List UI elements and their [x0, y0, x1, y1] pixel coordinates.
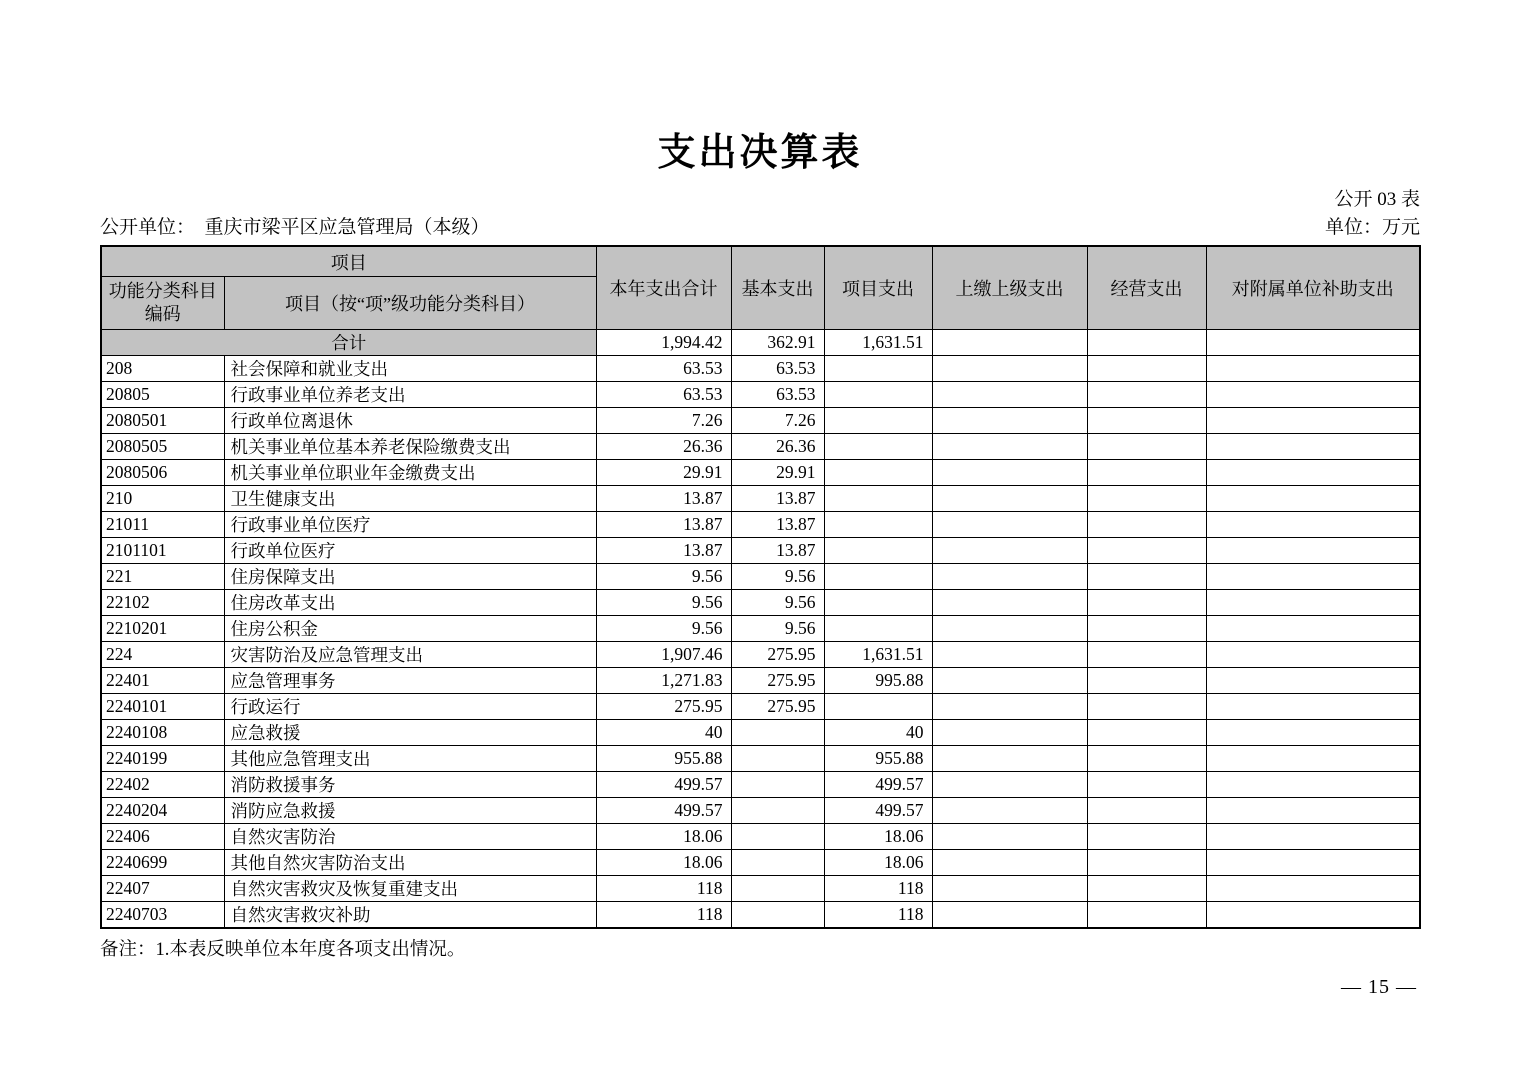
value-cell [1087, 511, 1206, 537]
value-cell: 13.87 [731, 485, 824, 511]
item-cell: 行政事业单位养老支出 [224, 381, 596, 407]
value-cell [1206, 563, 1420, 589]
value-cell [1206, 901, 1420, 928]
table-row [101, 589, 1420, 615]
item-cell: 自然灾害防治 [224, 823, 596, 849]
total-label: 合计 [101, 329, 596, 355]
value-cell: 275.95 [731, 667, 824, 693]
code-cell: 2101101 [101, 537, 224, 563]
code-cell: 22406 [101, 823, 224, 849]
total-value-upward [932, 329, 1087, 355]
item-cell: 应急救援 [224, 719, 596, 745]
expenditure-table [100, 245, 1421, 929]
value-cell [1206, 589, 1420, 615]
value-cell [1206, 485, 1420, 511]
value-cell: 118 [824, 875, 932, 901]
code-cell: 2080501 [101, 407, 224, 433]
value-cell [1087, 433, 1206, 459]
table-row [101, 667, 1420, 693]
code-cell: 22402 [101, 771, 224, 797]
value-cell [932, 433, 1087, 459]
value-cell [1087, 849, 1206, 875]
value-cell: 13.87 [731, 511, 824, 537]
page-title: 支出决算表 [657, 132, 863, 174]
table-number-label: 公开 03 表 [1334, 188, 1420, 210]
header-col-project: 项目支出 [824, 246, 932, 329]
value-cell: 13.87 [596, 485, 731, 511]
value-cell [731, 745, 824, 771]
value-cell [1206, 745, 1420, 771]
meta-row [100, 216, 1420, 241]
table-row [101, 797, 1420, 823]
item-cell: 自然灾害救灾及恢复重建支出 [224, 875, 596, 901]
value-cell [1206, 381, 1420, 407]
value-cell: 40 [596, 719, 731, 745]
value-cell [932, 901, 1087, 928]
code-cell: 2240699 [101, 849, 224, 875]
table-row [101, 563, 1420, 589]
table-row [101, 485, 1420, 511]
value-cell: 9.56 [731, 589, 824, 615]
value-cell [731, 849, 824, 875]
total-value-operating [1087, 329, 1206, 355]
table-row [101, 511, 1420, 537]
item-cell: 住房保障支出 [224, 563, 596, 589]
value-cell: 499.57 [824, 771, 932, 797]
value-cell [824, 511, 932, 537]
code-cell: 224 [101, 641, 224, 667]
table-label-row [100, 189, 1420, 212]
value-cell [932, 511, 1087, 537]
code-cell: 2080505 [101, 433, 224, 459]
table-row [101, 433, 1420, 459]
value-cell: 118 [596, 901, 731, 928]
item-cell: 行政单位医疗 [224, 537, 596, 563]
code-cell: 2240204 [101, 797, 224, 823]
value-cell [932, 381, 1087, 407]
value-cell: 29.91 [731, 459, 824, 485]
value-cell: 7.26 [731, 407, 824, 433]
org-name: 重庆市梁平区应急管理局（本级） [204, 216, 490, 238]
value-cell: 955.88 [596, 745, 731, 771]
value-cell: 9.56 [731, 615, 824, 641]
table-row [101, 823, 1420, 849]
value-cell [824, 407, 932, 433]
value-cell: 275.95 [596, 693, 731, 719]
code-cell: 21011 [101, 511, 224, 537]
table-row [101, 719, 1420, 745]
code-cell: 2240101 [101, 693, 224, 719]
value-cell: 63.53 [731, 381, 824, 407]
value-cell: 955.88 [824, 745, 932, 771]
value-cell [1087, 589, 1206, 615]
value-cell [1087, 537, 1206, 563]
item-cell: 行政运行 [224, 693, 596, 719]
value-cell: 1,631.51 [824, 641, 932, 667]
value-cell [1206, 719, 1420, 745]
value-cell: 13.87 [596, 511, 731, 537]
value-cell [1087, 667, 1206, 693]
value-cell [932, 693, 1087, 719]
value-cell [1206, 823, 1420, 849]
page-number: — 15 — [1341, 976, 1417, 998]
value-cell [824, 355, 932, 381]
value-cell [1087, 355, 1206, 381]
value-cell [731, 771, 824, 797]
value-cell: 18.06 [596, 823, 731, 849]
value-cell [1206, 771, 1420, 797]
value-cell: 499.57 [596, 797, 731, 823]
value-cell [932, 771, 1087, 797]
value-cell [1206, 797, 1420, 823]
value-cell: 63.53 [596, 381, 731, 407]
code-cell: 221 [101, 563, 224, 589]
item-cell: 应急管理事务 [224, 667, 596, 693]
item-cell: 住房公积金 [224, 615, 596, 641]
item-cell: 其他应急管理支出 [224, 745, 596, 771]
code-cell: 210 [101, 485, 224, 511]
value-cell [1087, 719, 1206, 745]
total-value-subsidy [1206, 329, 1420, 355]
value-cell: 13.87 [731, 537, 824, 563]
item-cell: 灾害防治及应急管理支出 [224, 641, 596, 667]
header-col-code: 功能分类科目 编码 [101, 276, 224, 329]
table-row [101, 771, 1420, 797]
value-cell [1206, 875, 1420, 901]
value-cell [824, 589, 932, 615]
total-row [101, 329, 1420, 355]
value-cell [1087, 823, 1206, 849]
value-cell: 9.56 [596, 563, 731, 589]
value-cell: 18.06 [824, 823, 932, 849]
code-cell: 22407 [101, 875, 224, 901]
value-cell [932, 667, 1087, 693]
value-cell [731, 875, 824, 901]
table-row [101, 849, 1420, 875]
value-cell: 40 [824, 719, 932, 745]
header-col-annual-total: 本年支出合计 [596, 246, 731, 329]
value-cell [1087, 875, 1206, 901]
value-cell [932, 849, 1087, 875]
header-col-item: 项目（按“项”级功能分类科目） [224, 276, 596, 329]
value-cell [932, 355, 1087, 381]
item-cell: 卫生健康支出 [224, 485, 596, 511]
org-label: 公开单位： [100, 216, 196, 238]
value-cell [932, 745, 1087, 771]
item-cell: 机关事业单位职业年金缴费支出 [224, 459, 596, 485]
item-cell: 行政单位离退休 [224, 407, 596, 433]
value-cell [932, 641, 1087, 667]
table-row [101, 693, 1420, 719]
code-cell: 2240108 [101, 719, 224, 745]
value-cell: 499.57 [824, 797, 932, 823]
value-cell: 499.57 [596, 771, 731, 797]
item-cell: 机关事业单位基本养老保险缴费支出 [224, 433, 596, 459]
table-row [101, 407, 1420, 433]
value-cell: 26.36 [596, 433, 731, 459]
value-cell [731, 901, 824, 928]
publishing-org [100, 216, 490, 241]
header-col-operating: 经营支出 [1087, 246, 1206, 329]
unit-label: 单位：万元 [1324, 216, 1420, 238]
value-cell [731, 719, 824, 745]
value-cell [932, 797, 1087, 823]
code-cell: 2240199 [101, 745, 224, 771]
value-cell [731, 823, 824, 849]
value-cell [824, 537, 932, 563]
value-cell [932, 563, 1087, 589]
item-cell: 社会保障和就业支出 [224, 355, 596, 381]
value-cell [1206, 537, 1420, 563]
value-cell [824, 615, 932, 641]
header-col-basic: 基本支出 [731, 246, 824, 329]
value-cell [824, 433, 932, 459]
value-cell: 7.26 [596, 407, 731, 433]
value-cell: 275.95 [731, 693, 824, 719]
code-cell: 20805 [101, 381, 224, 407]
value-cell [932, 719, 1087, 745]
code-cell: 2080506 [101, 459, 224, 485]
value-cell [824, 459, 932, 485]
table-row [101, 875, 1420, 901]
footnote: 备注：1.本表反映单位本年度各项支出情况。 [100, 939, 466, 960]
value-cell [1206, 355, 1420, 381]
value-cell [1087, 797, 1206, 823]
value-cell: 63.53 [596, 355, 731, 381]
value-cell: 9.56 [731, 563, 824, 589]
value-cell [1087, 615, 1206, 641]
code-cell: 22401 [101, 667, 224, 693]
header-row-1 [101, 246, 1420, 276]
value-cell: 18.06 [824, 849, 932, 875]
header-col-upward-payment: 上缴上级支出 [932, 246, 1087, 329]
value-cell [932, 589, 1087, 615]
value-cell [1206, 615, 1420, 641]
table-row [101, 381, 1420, 407]
table-row [101, 745, 1420, 771]
value-cell [932, 407, 1087, 433]
code-cell: 2210201 [101, 615, 224, 641]
value-cell [1206, 849, 1420, 875]
item-cell: 自然灾害救灾补助 [224, 901, 596, 928]
value-cell: 26.36 [731, 433, 824, 459]
value-cell [1206, 433, 1420, 459]
value-cell [1206, 459, 1420, 485]
value-cell [1206, 667, 1420, 693]
table-row [101, 537, 1420, 563]
header-group-item: 项目 [101, 246, 596, 276]
value-cell [932, 537, 1087, 563]
value-cell: 9.56 [596, 615, 731, 641]
value-cell [932, 459, 1087, 485]
value-cell [824, 485, 932, 511]
table-row [101, 459, 1420, 485]
total-value-basic: 362.91 [731, 329, 824, 355]
value-cell: 13.87 [596, 537, 731, 563]
table-row [101, 355, 1420, 381]
value-cell [932, 823, 1087, 849]
value-cell [1206, 407, 1420, 433]
value-cell: 275.95 [731, 641, 824, 667]
value-cell: 63.53 [731, 355, 824, 381]
value-cell [731, 797, 824, 823]
value-cell: 18.06 [596, 849, 731, 875]
value-cell [1087, 745, 1206, 771]
value-cell [1087, 381, 1206, 407]
table-row [101, 615, 1420, 641]
table-body [101, 329, 1420, 928]
value-cell [824, 563, 932, 589]
value-cell: 1,271.83 [596, 667, 731, 693]
value-cell [1206, 641, 1420, 667]
item-cell: 消防应急救援 [224, 797, 596, 823]
value-cell [1087, 459, 1206, 485]
code-cell: 208 [101, 355, 224, 381]
value-cell: 1,907.46 [596, 641, 731, 667]
value-cell: 118 [596, 875, 731, 901]
value-cell [1087, 693, 1206, 719]
value-cell [1087, 901, 1206, 928]
item-cell: 消防救援事务 [224, 771, 596, 797]
value-cell [932, 615, 1087, 641]
total-value-annual: 1,994.42 [596, 329, 731, 355]
value-cell [1087, 771, 1206, 797]
value-cell: 29.91 [596, 459, 731, 485]
value-cell [1087, 641, 1206, 667]
value-cell: 995.88 [824, 667, 932, 693]
header-col-subsidy: 对附属单位补助支出 [1206, 246, 1420, 329]
total-value-project: 1,631.51 [824, 329, 932, 355]
item-cell: 行政事业单位医疗 [224, 511, 596, 537]
value-cell [932, 875, 1087, 901]
value-cell [1087, 407, 1206, 433]
code-cell: 2240703 [101, 901, 224, 928]
value-cell [932, 485, 1087, 511]
value-cell [824, 693, 932, 719]
value-cell: 9.56 [596, 589, 731, 615]
item-cell: 其他自然灾害防治支出 [224, 849, 596, 875]
table-row [101, 641, 1420, 667]
code-cell: 22102 [101, 589, 224, 615]
item-cell: 住房改革支出 [224, 589, 596, 615]
table-header [101, 246, 1420, 329]
value-cell [1087, 485, 1206, 511]
value-cell [1087, 563, 1206, 589]
value-cell [1206, 693, 1420, 719]
table-row [101, 901, 1420, 928]
value-cell [1206, 511, 1420, 537]
value-cell [824, 381, 932, 407]
value-cell: 118 [824, 901, 932, 928]
